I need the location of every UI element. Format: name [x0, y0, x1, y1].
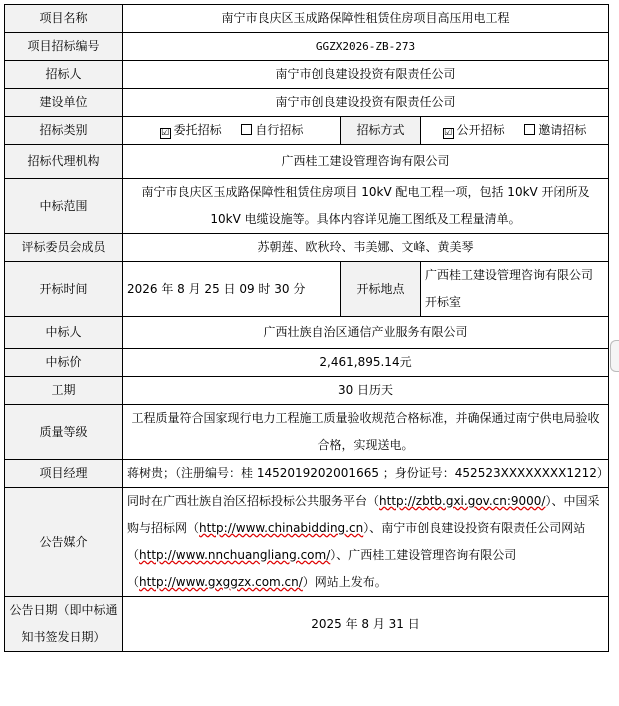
notice-date-value: 2025 年 8 月 31 日 — [123, 597, 609, 652]
media-link-gxggzx[interactable]: http://www.gxggzx.com.cn/ — [139, 575, 303, 589]
project-name-value: 南宁市良庆区玉成路保障性租赁住房项目高压用电工程 — [123, 5, 609, 33]
winner-label: 中标人 — [5, 317, 123, 349]
media-label: 公告媒介 — [5, 488, 123, 597]
row-media — [5, 488, 609, 597]
row-quality — [5, 405, 609, 460]
option-entrusted[interactable] — [160, 123, 222, 137]
opening-place-label: 开标地点 — [341, 262, 421, 317]
media-text-5: ）网站上发布。 — [302, 575, 387, 589]
winner-value: 广西壮族自治区通信产业服务有限公司 — [123, 317, 609, 349]
category-options — [123, 117, 341, 145]
row-scope — [5, 179, 609, 234]
option-open[interactable] — [443, 123, 505, 137]
committee-value: 苏朝莲、欧秋玲、韦美娜、文峰、黄美琴 — [123, 234, 609, 262]
row-builder — [5, 89, 609, 117]
bid-no-label: 项目招标编号 — [5, 33, 123, 61]
media-text-3: ）、南宁市创良建设投资有限责任公司网站（ — [127, 521, 586, 562]
option-invite-label: 邀请招标 — [538, 123, 587, 137]
bid-no-value: GGZX2026-ZB-273 — [123, 33, 609, 61]
quality-value: 工程质量符合国家现行电力工程施工质量验收规范合格标准，并确保通过南宁供电局验收合格，实现送电。 — [123, 405, 609, 460]
quality-label: 质量等级 — [5, 405, 123, 460]
manager-label: 项目经理 — [5, 460, 123, 488]
project-name-label: 项目名称 — [5, 5, 123, 33]
media-value — [123, 488, 609, 597]
opening-value: 2026 年 8 月 25 日 09 时 30 分 — [123, 262, 341, 317]
price-value: 2,461,895.14元 — [123, 349, 609, 377]
row-agency — [5, 145, 609, 179]
scope-value: 南宁市良庆区玉成路保障性租赁住房项目 10kV 配电工程一项，包括 10kV 开闭所及 10kV 电缆设施等。具体内容详见施工图纸及工程量清单。 — [123, 179, 609, 234]
agency-value: 广西桂工建设管理咨询有限公司 — [123, 145, 609, 179]
checkbox-checked-icon[interactable]: ☑ — [161, 128, 170, 138]
tenderer-label: 招标人 — [5, 61, 123, 89]
row-opening — [5, 262, 609, 317]
opening-place-value: 广西桂工建设管理咨询有限公司开标室 — [421, 262, 609, 317]
duration-label: 工期 — [5, 377, 123, 405]
checkbox-checked-icon[interactable]: ☑ — [444, 128, 453, 138]
media-text-2: ）、中国采购与招标网（ — [127, 494, 600, 535]
media-link-chinabidding[interactable]: http://www.chinabidding.cn — [199, 521, 364, 535]
row-committee — [5, 234, 609, 262]
scope-label: 中标范围 — [5, 179, 123, 234]
checkbox-empty-icon[interactable] — [524, 124, 535, 135]
agency-label: 招标代理机构 — [5, 145, 123, 179]
notice-date-label: 公告日期（即中标通知书签发日期） — [5, 597, 123, 652]
option-self-label: 自行招标 — [255, 123, 304, 137]
bid-award-table — [4, 4, 609, 652]
builder-value: 南宁市创良建设投资有限责任公司 — [123, 89, 609, 117]
method-label: 招标方式 — [341, 117, 421, 145]
media-link-gxi[interactable]: http://zbtb.gxi.gov.cn:9000/ — [379, 494, 546, 508]
media-text-4: ）、广西桂工建设管理咨询有限公司（ — [127, 548, 517, 589]
committee-label: 评标委员会成员 — [5, 234, 123, 262]
manager-value: 蒋树贵；（注册编号：桂 1452019202001665 ；身份证号：452523XXXXXXXX1212） — [123, 460, 609, 488]
duration-value: 30 日历天 — [123, 377, 609, 405]
builder-label: 建设单位 — [5, 89, 123, 117]
row-winner — [5, 317, 609, 349]
row-duration — [5, 377, 609, 405]
row-project-name — [5, 5, 609, 33]
row-price — [5, 349, 609, 377]
option-entrusted-label: 委托招标 — [173, 123, 222, 137]
row-manager — [5, 460, 609, 488]
side-scroll-handle[interactable] — [610, 340, 619, 372]
media-link-chuangliang[interactable]: http://www.nnchuangliang.com/ — [139, 548, 331, 562]
row-category — [5, 117, 609, 145]
option-self[interactable] — [241, 123, 303, 137]
row-bid-no — [5, 33, 609, 61]
category-label: 招标类别 — [5, 117, 123, 145]
row-tenderer — [5, 61, 609, 89]
row-notice-date — [5, 597, 609, 652]
price-label: 中标价 — [5, 349, 123, 377]
opening-label: 开标时间 — [5, 262, 123, 317]
checkbox-empty-icon[interactable] — [241, 124, 252, 135]
option-open-label: 公开招标 — [456, 123, 505, 137]
tenderer-value: 南宁市创良建设投资有限责任公司 — [123, 61, 609, 89]
method-options — [421, 117, 609, 145]
option-invite[interactable] — [524, 123, 586, 137]
media-text-1: 同时在广西壮族自治区招标投标公共服务平台（ — [127, 494, 380, 508]
